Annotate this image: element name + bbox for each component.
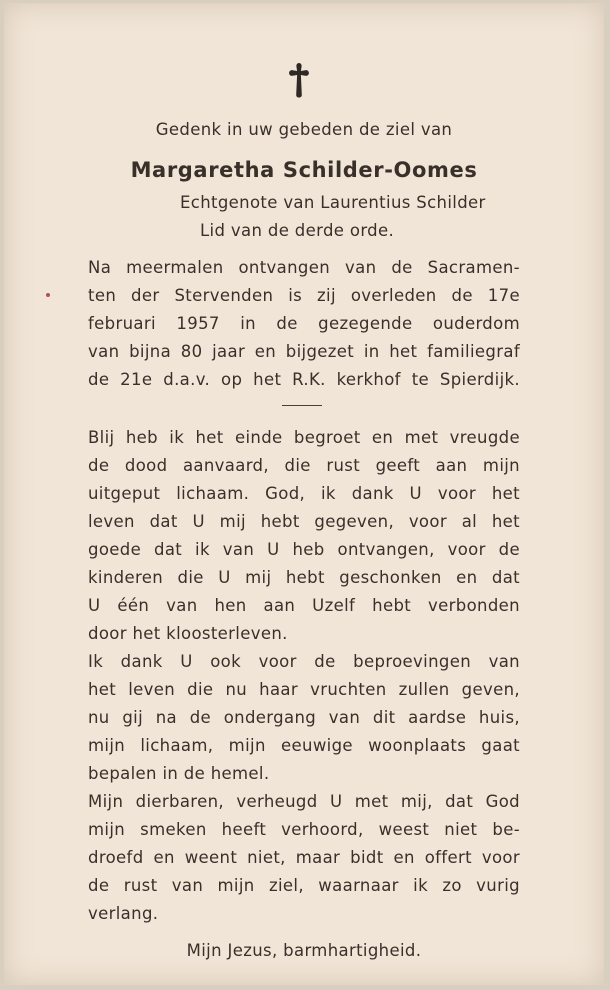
prayer-line: uitgeput lichaam. God, ik dank U voor het — [88, 484, 520, 503]
closing-text: Mijn Jezus, barmhartigheid. — [186, 941, 422, 960]
prayer-line: Blij heb ik het einde begroet en met vreugde — [88, 428, 520, 447]
prayer-line: mijn lichaam, mijn eeuwige woonplaats gaat — [88, 736, 520, 755]
prayer-line: Mijn dierbaren, verheugd U met mij, dat God — [88, 792, 520, 811]
death-notice-line: ten der Stervenden is zij overleden de 17e — [88, 286, 520, 305]
prayer-line: verlang. — [88, 904, 159, 923]
prayer-line: U één van hen aan Uzelf hebt verbonden — [88, 596, 520, 615]
intro-text: Gedenk in uw gebeden de ziel van — [155, 120, 453, 139]
prayer-line: nu gij na de ondergang van dit aardse huis, — [88, 708, 520, 727]
prayer-line: Ik dank U ook voor de beproevingen van — [88, 652, 520, 671]
prayer-line: de rust van mijn ziel, waarnaar ik zo vurig — [88, 876, 520, 895]
ink-spot — [46, 293, 50, 297]
memorial-card — [4, 3, 604, 985]
prayer-line: leven dat U mij hebt gegeven, voor al het — [88, 512, 520, 531]
deceased-name: Margaretha Schilder-Oomes — [130, 158, 478, 182]
death-notice-line: Na meermalen ontvangen van de Sacramen- — [88, 258, 520, 277]
prayer-line: droefd en weent niet, maar bidt en offert voor — [88, 848, 520, 867]
prayer-line: de dood aanvaard, die rust geeft aan mijn — [88, 456, 520, 475]
death-notice-line: februari 1957 in de gezegende ouderdom — [88, 314, 520, 333]
death-notice-line: van bijna 80 jaar en bijgezet in het familiegraf — [88, 342, 520, 361]
section-divider — [282, 405, 322, 406]
cross-icon — [287, 61, 311, 101]
prayer-line: bepalen in de hemel. — [88, 764, 270, 783]
prayer-line: goede dat ik van U heb ontvangen, voor de — [88, 540, 520, 559]
death-notice-line: de 21e d.a.v. op het R.K. kerkhof te Spierdijk. — [88, 370, 520, 389]
prayer-line: door het kloosterleven. — [88, 624, 288, 643]
order-text: Lid van de derde orde. — [200, 221, 395, 240]
prayer-line: mijn smeken heeft verhoord, weest niet be- — [88, 820, 520, 839]
prayer-line: het leven die nu haar vruchten zullen geven, — [88, 680, 520, 699]
spouse-text: Echtgenote van Laurentius Schilder — [180, 193, 486, 212]
prayer-line: kinderen die U mij hebt geschonken en dat — [88, 568, 520, 587]
